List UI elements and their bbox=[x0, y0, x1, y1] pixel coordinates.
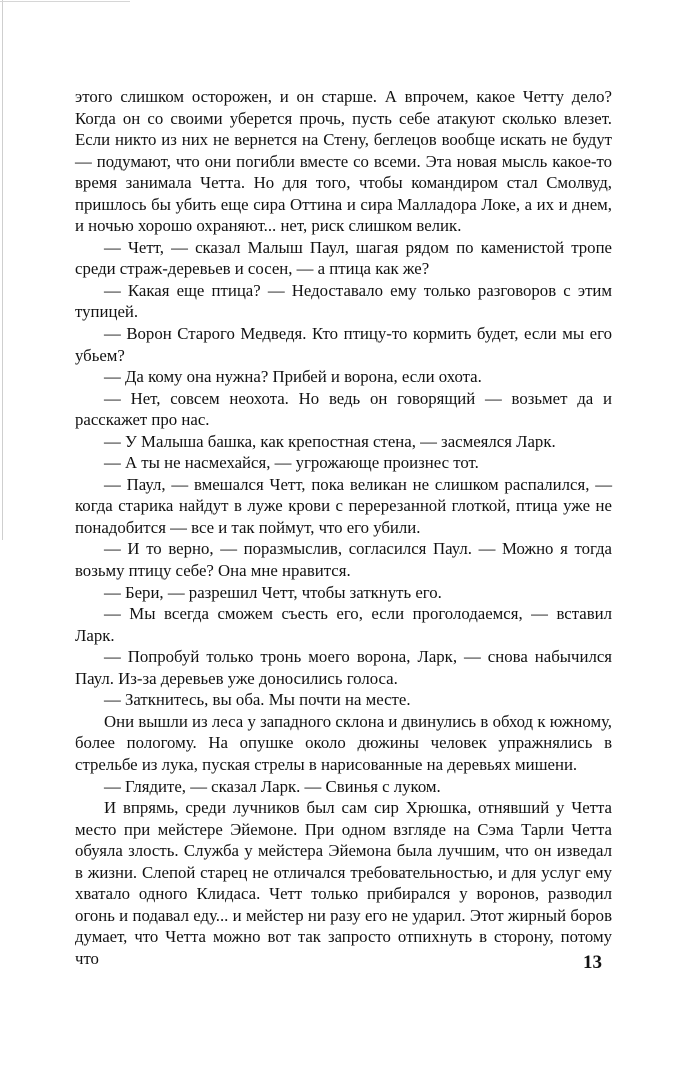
paragraph: — Глядите, — сказал Ларк. — Свинья с луком. bbox=[104, 776, 441, 796]
paragraph: — Да кому она нужна? Прибей и ворона, если охота. bbox=[104, 367, 482, 387]
paragraph: — Попробуй только тронь моего ворона, Ларк, — снова набычился Паул. Из-за деревьев уже доносились голоса. bbox=[75, 647, 612, 688]
paragraph: Они вышли из леса у западного склона и двинулись в обход к южному, более пологому. На опушке около дюжины человек упражнялись в стрельбе из лука, пуская стрелы в нарисованные на деревьях мишени. bbox=[75, 711, 612, 774]
paragraph: — Мы всегда сможем съесть его, если проголодаемся, — вставил Ларк. bbox=[75, 604, 612, 645]
scan-edge-artifact-top bbox=[0, 1, 130, 2]
paragraph: этого слишком осторожен, и он старше. А впрочем, какое Четту дело? Когда он со своими уберется прочь, пусть себе атакуют сколько влезет. Если никто из них не вернется на Стену, беглецов вообще искать не будут — подумают, что они погибли вместе со всеми. Эта новая мысль какое-то время занимала Четта. Но для того, чтобы командиром стал Смолвуд, пришлось бы убить еще сира Оттина и сира Малладора Локе, а их и днем, и ночью хорошо охраняют... нет, риск слишком велик. bbox=[75, 87, 612, 236]
paragraph: — У Малыша башка, как крепостная стена, — засмеялся Ларк. bbox=[104, 431, 556, 451]
text-block bbox=[75, 86, 612, 969]
paragraph: — Нет, совсем неохота. Но ведь он говорящий — возьмет да и расскажет про нас. bbox=[75, 388, 612, 430]
paragraph: — Бери, — разрешил Четт, чтобы заткнуть его. bbox=[104, 582, 442, 602]
paragraph: — Какая еще птица? — Недоставало ему только разговоров с этим тупицей. bbox=[75, 280, 612, 322]
paragraph: — Заткнитесь, вы оба. Мы почти на месте. bbox=[104, 690, 411, 710]
paragraph: И впрямь, среди лучников был сам сир Хрюшка, отнявший у Четта место при мейстере Эйемоне. При одном взгляде на Сэма Тарли Четта обуяла злость. Служба у мейстера Эйемона была лучшим, что он изведал в жизни. Слепой старец не отличался требовательностью, и для услуг ему хватало одного Клидаса. Четт только прибирался у воронов, разводил огонь и подавал еду... и мейстер ни разу его не ударил. Этот жирный боров думает, что Четта можно вот так запросто отпихнуть в сторону, потому что bbox=[75, 798, 612, 968]
paragraph: — А ты не насмехайся, — угрожающе произнес тот. bbox=[104, 453, 479, 473]
page-number: 13 bbox=[583, 952, 602, 973]
paragraph: — Паул, — вмешался Четт, пока великан не слишком распалился, — когда старика найдут в луже крови с перерезанной глоткой, птица уже не понадобится — все и так поймут, что его убили. bbox=[75, 474, 612, 537]
paragraph: — Ворон Старого Медведя. Кто птицу-то кормить будет, если мы его убьем? bbox=[75, 324, 612, 365]
paragraph: — И то верно, — поразмыслив, согласился Паул. — Можно я тогда возьму птицу себе? Она мне нравится. bbox=[75, 539, 612, 581]
scan-edge-artifact-left bbox=[2, 0, 3, 540]
paragraph: — Четт, — сказал Малыш Паул, шагая рядом по каменистой тропе среди страж-деревьев и сосен, — а птица как же? bbox=[75, 237, 612, 279]
